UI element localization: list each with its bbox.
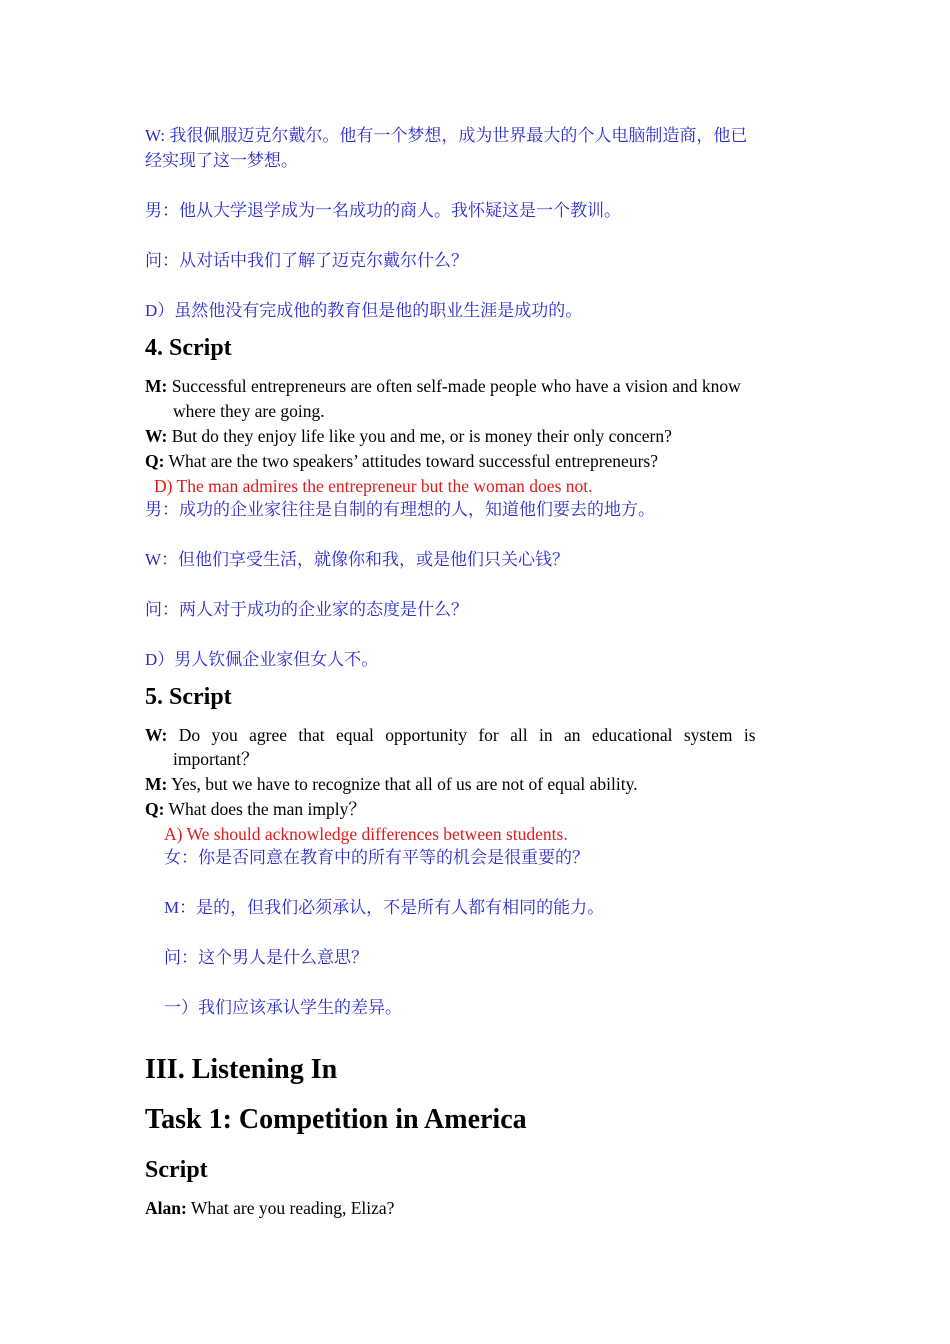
task-heading: Task 1: Competition in America [145,1104,527,1135]
item4-cn-q: 问：两人对于成功的企业家的态度是什么？ [145,600,468,619]
item4-cn-w: W：但他们享受生活，就像你和我，或是他们只关心钱？ [145,550,570,569]
script-heading: Script [145,1157,208,1183]
item4-w [145,424,672,448]
item5-w-line1 [145,723,756,747]
item4-q [145,449,658,473]
item5-heading: 5. Script [145,684,232,710]
item4-cn-answer: D）男人钦佩企业家但女人不。 [145,650,379,669]
item3-cn-q: 问：从对话中我们了解了迈克尔戴尔什么？ [145,251,468,270]
item4-m-line2: where they are going. [173,401,325,421]
alan-line [145,1196,394,1220]
item5-cn-w: 女：你是否同意在教育中的所有平等的机会是很重要的？ [164,848,589,867]
speaker-label: M: [145,774,168,794]
speaker-label: W: [145,426,168,446]
item5-w-line2: important？ [173,749,259,769]
alan-text: What are you reading, Eliza? [186,1198,395,1218]
question-label: Q: [145,799,165,819]
item5-cn-m: M：是的，但我们必须承认，不是所有人都有相同的能力。 [164,898,605,917]
item4-cn-m: 男：成功的企业家往往是自制的有理想的人，知道他们要去的地方。 [145,500,655,519]
item5-m-text: Yes, but we have to recognize that all of us are not of equal ability. [167,774,638,794]
item3-cn-w-line2: 经实现了这一梦想。 [145,151,298,170]
item3-cn-w-line1 [145,124,747,148]
item4-heading: 4. Script [145,335,232,361]
speaker-label: W: [145,725,168,745]
item5-w-text: Do you agree that equal opportunity for all in an educational system is [167,725,756,745]
item5-q-text: What does the man imply？ [164,799,366,819]
speaker-label: Alan: [145,1198,187,1218]
item3-cn-answer: D）虽然他没有完成他的教育但是他的职业生涯是成功的。 [145,301,583,320]
speaker-label: W: [145,126,166,145]
item5-cn-answer: 一）我们应该承认学生的差异。 [164,998,402,1017]
item4-m-line1 [145,374,741,398]
item4-w-text: But do they enjoy life like you and me, or is money their only concern? [167,426,672,446]
item4-m-text: Successful entrepreneurs are often self-made people who have a vision and know [167,376,741,396]
speaker-label: M: [145,376,168,396]
item5-answer: A) We should acknowledge differences between students. [164,824,568,844]
item5-cn-q: 问：这个男人是什么意思？ [164,948,368,967]
item4-q-text: What are the two speakers’ attitudes toward successful entrepreneurs? [164,451,658,471]
item3-cn-w-text: 我很佩服迈克尔戴尔。他有一个梦想，成为世界最大的个人电脑制造商，他已 [165,126,748,145]
question-label: Q: [145,451,165,471]
item4-answer: D) The man admires the entrepreneur but the woman does not. [154,476,593,496]
section-heading: III. Listening In [145,1054,338,1085]
item3-cn-m: 男：他从大学退学成为一名成功的商人。我怀疑这是一个教训。 [145,201,621,220]
item5-q [145,797,366,821]
item5-m [145,772,638,796]
